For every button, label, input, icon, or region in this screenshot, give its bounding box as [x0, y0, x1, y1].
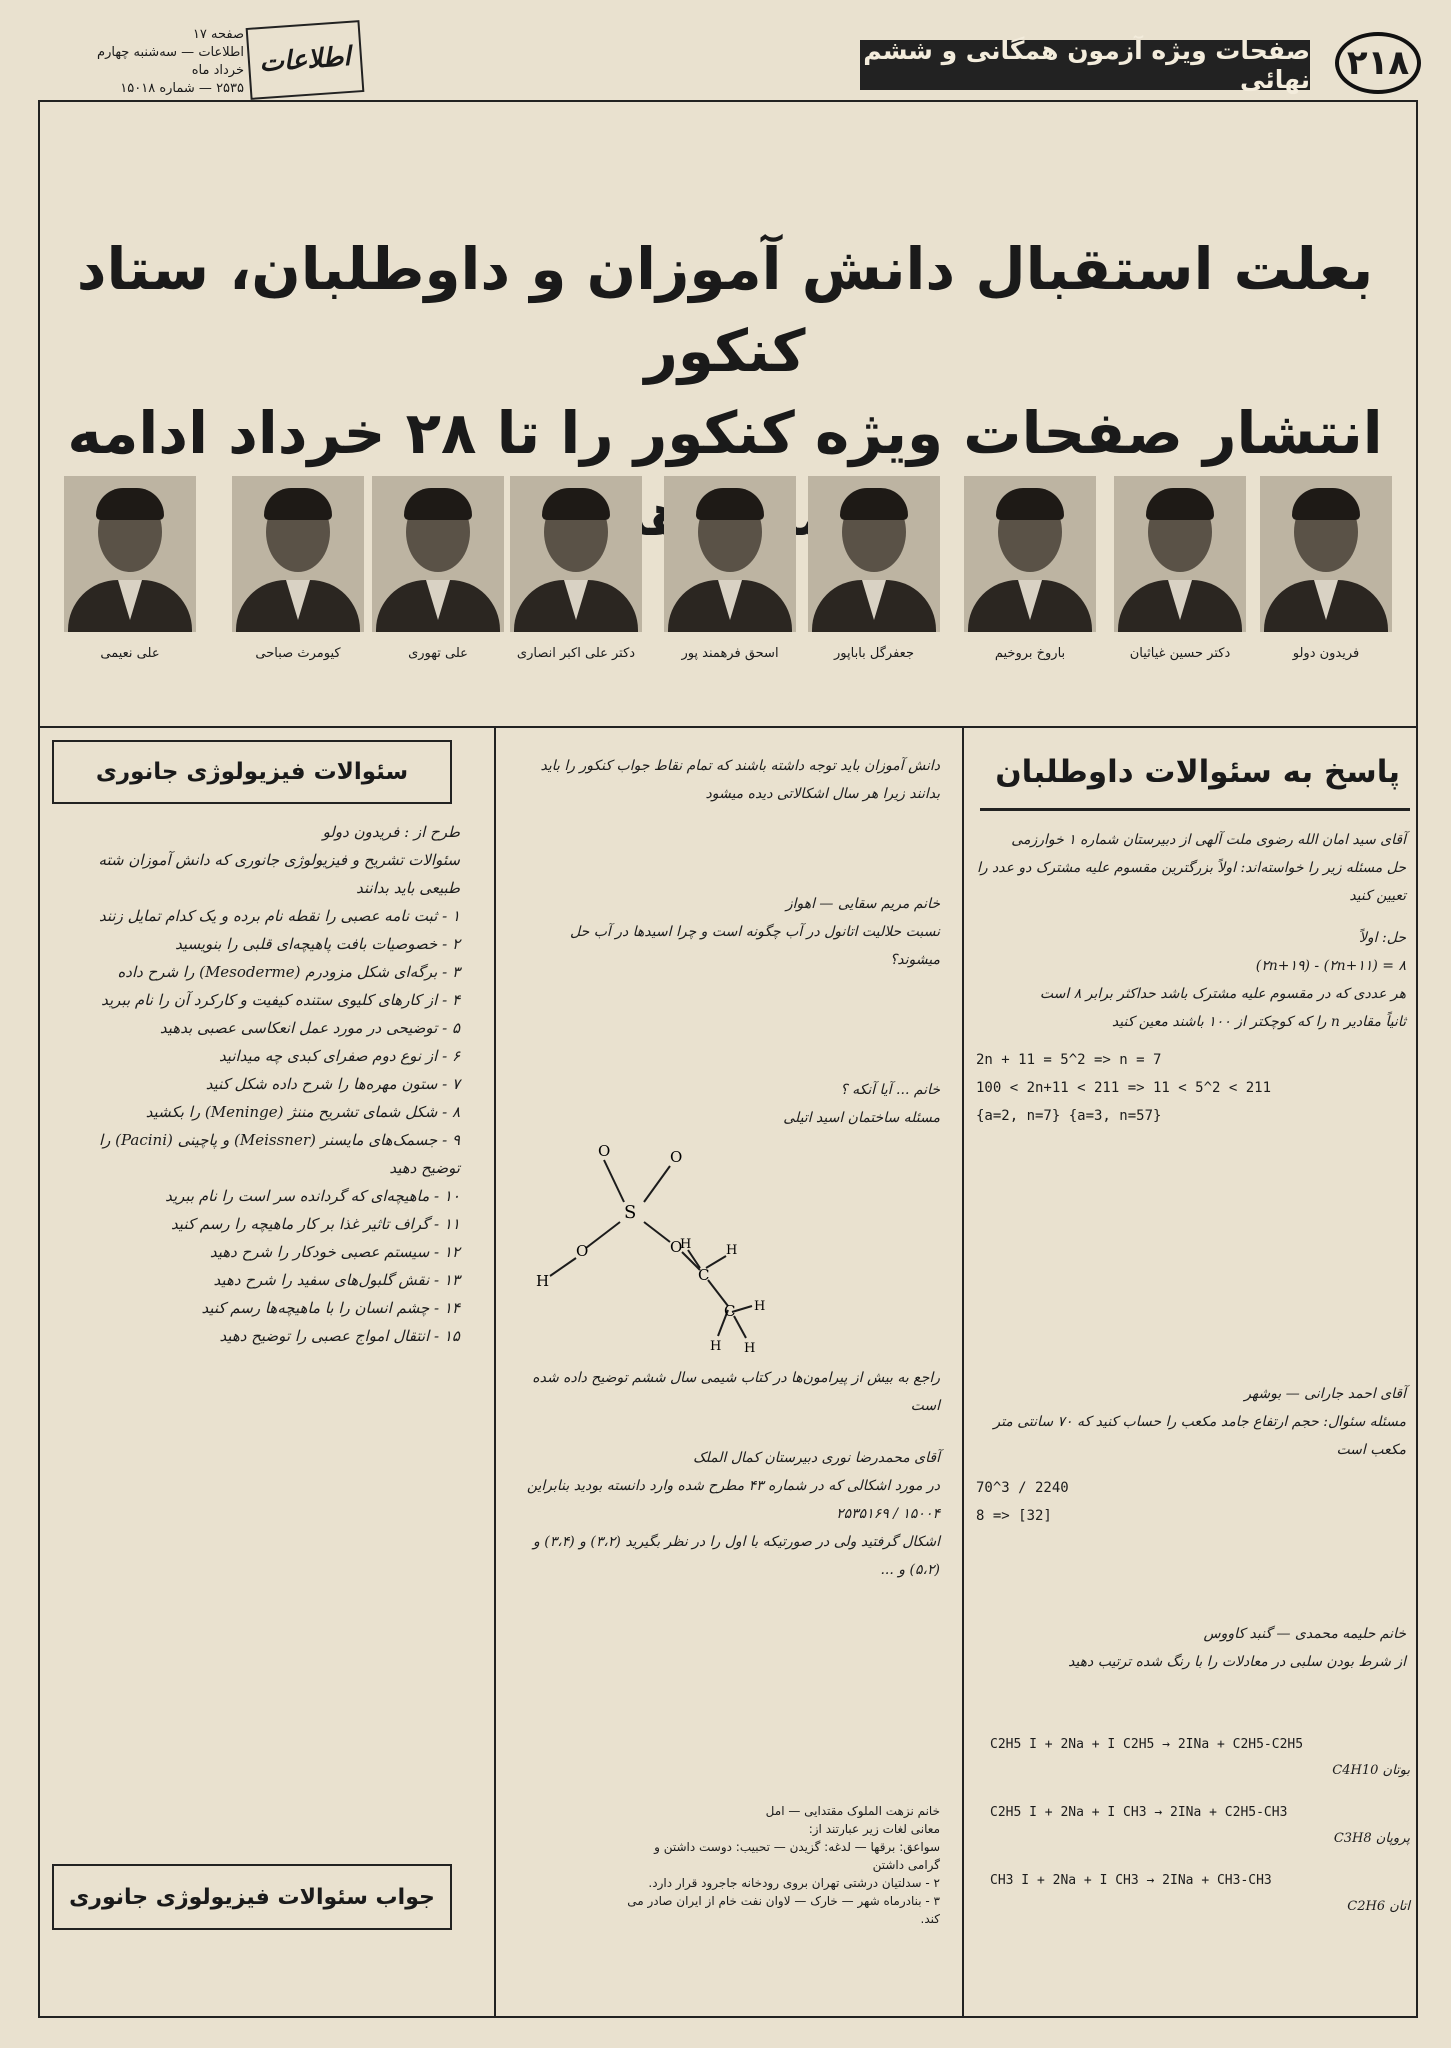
portrait-photo	[232, 476, 364, 632]
portrait	[808, 476, 940, 661]
answer-block	[976, 826, 1406, 1130]
question-text: حل مسئله زیر را خواسته‌اند: اولاً بزرگترین مقسوم علیه مشترک دو عدد را تعیین کنید	[976, 860, 1406, 904]
portrait-photo	[64, 476, 196, 632]
answer-block	[976, 1620, 1406, 1676]
question-item: ۱۰ - ماهیچه‌ای که گردانده سر است را نام ببرید	[165, 1187, 460, 1205]
physiology-answers-title: جواب سئوالات فیزیولوژی جانوری	[52, 1864, 452, 1930]
question-item: ۴ - از کارهای کلیوی ستنده کیفیت و کارکرد آن را نام ببرید	[101, 991, 460, 1009]
answer-block	[976, 1380, 1406, 1530]
questions-author: طرح از : فریدون دولو	[322, 823, 460, 841]
atom-label: H	[754, 1299, 766, 1314]
portrait	[232, 476, 364, 661]
portrait-name: کیومرث صباحی	[255, 646, 341, 661]
portrait	[510, 476, 642, 661]
page-number: ۲۱۸	[1335, 32, 1421, 94]
portrait	[1114, 476, 1246, 661]
equation-line: 100 < 2n+11 < 211 => 11 < 5^2 < 211	[976, 1080, 1272, 1096]
question-item: ۹ - جسمک‌های مایسنر (Meissner) و پاچینی (Pacini) را توضیح دهید	[98, 1131, 460, 1177]
portrait	[1260, 476, 1392, 661]
question-item: ۲ - خصوصیات بافت پاهیچه‌ای قلبی را بنویسید	[175, 935, 460, 953]
title-underline	[980, 808, 1410, 811]
question-block	[520, 1444, 940, 1584]
asker-name: آقای احمد جارانی — بوشهر	[1244, 1386, 1406, 1402]
question-text: از شرط بودن سلبی در معادلات را با رنگ شده ترتیب دهید	[1068, 1654, 1406, 1670]
portrait-name: دکتر علی اکبر انصاری	[516, 646, 636, 661]
reactions-block	[990, 1732, 1410, 1920]
portrait-photo	[808, 476, 940, 632]
question-text: مسئله ساختمان اسید اتیلی	[783, 1110, 940, 1126]
question-text: اشکال گرفتید ولی در صورتیکه با اول را در نظر بگیرید (۳،۲) و (۳،۴) و (۵،۲) و ...	[533, 1534, 940, 1578]
printed-line: سواعق: برقها — لدغه: گزیدن — تحبیب: دوست داشتن و	[654, 1840, 940, 1854]
atom-label: H	[744, 1341, 756, 1356]
printed-line: خانم نزهت الملوک مقتدایی — امل	[765, 1804, 940, 1818]
portrait-photo	[510, 476, 642, 632]
question-item: ۶ - از نوع دوم صفرای کبدی چه میدانید	[218, 1047, 460, 1065]
middle-intro: دانش آموزان باید توجه داشته باشند که تمام نقاط جواب کنکور را باید بدانند زیرا هر سال اشکالاتی دیده میشود	[540, 758, 940, 802]
printed-line: ۳ - بنادرماه شهر — خارک — لاوان نفت خام از ایران صادر می‌	[627, 1894, 940, 1908]
question-item: ۱۲ - سیستم عصبی خودکار را شرح دهید	[209, 1243, 460, 1261]
asker-name: آقای سید امان الله رضوی ملت آلهی از دبیرستان شماره ۱ خوارزمی	[1011, 832, 1406, 848]
portrait-photo	[1260, 476, 1392, 632]
atom-label: H	[726, 1243, 738, 1258]
solution-line: ثانیاً مقادیر n را که کوچکتر از ۱۰۰ باشند معین کنید	[1111, 1014, 1406, 1030]
dateline-line: اطلاعات — سه‌شنبه چهارم خرداد ماه	[97, 45, 244, 78]
column-divider	[494, 728, 496, 2018]
asker-name: خانم ... آیا آنکه ؟	[840, 1082, 940, 1098]
printed-answer-block	[540, 1802, 940, 1928]
portrait-photo	[372, 476, 504, 632]
equation-line: 70^3 / 2240	[976, 1480, 1069, 1496]
portrait-name: اسحق فرهمند پور	[681, 646, 779, 661]
portrait	[372, 476, 504, 661]
portrait	[664, 476, 796, 661]
printed-line: گرامی داشتن	[872, 1858, 940, 1872]
question-item: ۱ - ثبت نامه عصبی را نقطه نام برده و یک کدام تمایل زنند	[99, 907, 460, 925]
atom-label: O	[670, 1238, 683, 1256]
asker-name: خانم حلیمه محمدی — گنبد کاووس	[1203, 1626, 1406, 1642]
sulfonic-acid-structure	[520, 1130, 790, 1360]
reaction-equation: C2H5 I + 2Na + I C2H5 → 2INa + C2H5-C2H5	[990, 1737, 1304, 1752]
headline-line: انتشار صفحات ویژه کنکور را تا ۲۸ خرداد ادامه	[67, 399, 1383, 467]
reaction-product: اتان C2H6	[1347, 1899, 1410, 1914]
physiology-questions-title: سئوالات فیزیولوژی جانوری	[52, 740, 452, 804]
newspaper-logo: اطلاعات	[246, 20, 365, 100]
question-text: در مورد اشکالی که در شماره ۴۳ مطرح شده وارد دانسته بودید بنابراین ۱۵۰۰۴ / ۲۵۳۵۱۶۹	[526, 1478, 940, 1522]
atom-label: O	[598, 1142, 611, 1160]
atom-label: O	[670, 1148, 683, 1166]
reaction-product: پروپان C3H8	[1333, 1831, 1410, 1846]
question-item: ۱۱ - گراف تاثیر غذا بر کار ماهیچه را رسم کنید	[170, 1215, 460, 1233]
solution-line: هر عددی که در مقسوم علیه مشترک باشد حداکثر برابر ۸ است	[1039, 986, 1406, 1002]
equation-line: {a=2, n=7} {a=3, n=57}	[976, 1108, 1162, 1124]
portrait-name: باروخ بروخیم	[994, 646, 1066, 661]
atom-label: H	[710, 1339, 722, 1354]
equation-line: 2n + 11 = 5^2 => n = 7	[976, 1052, 1162, 1068]
question-text: مسئله سئوال: حجم ارتفاع جامد مکعب را حساب کنید که ۷۰ سانتی متر مکعب است	[993, 1414, 1406, 1458]
question-item: ۳ - برگه‌ای شکل مزودرم (Mesoderme) را شرح داده	[117, 963, 460, 981]
portrait-name: جعفرگل باباپور	[834, 646, 914, 661]
printed-line: ۲ - سدلتیان درشتی تهران بروی رودخانه جاجرود قرار دارد.	[648, 1876, 940, 1890]
answers-to-candidates-title: پاسخ به سئوالات داوطلبان	[995, 754, 1400, 790]
printed-line: کند.	[920, 1912, 940, 1926]
column-divider	[962, 728, 964, 2018]
reaction-equation: C2H5 I + 2Na + I CH3 → 2INa + C2H5-CH3	[990, 1805, 1288, 1820]
question-item: ۱۵ - انتقال امواج عصبی را توضیح دهید	[219, 1327, 460, 1345]
question-item: ۱۳ - نقش گلبول‌های سفید را شرح دهید	[213, 1271, 460, 1289]
reaction-product: بوتان C4H10	[1332, 1763, 1410, 1778]
atom-label: C	[724, 1302, 736, 1320]
portrait-name: علی تهوری	[408, 646, 468, 661]
physiology-questions-body	[60, 818, 460, 1350]
portrait-name: علی نعیمی	[100, 646, 160, 661]
question-block	[520, 1076, 940, 1132]
portrait-name: دکتر حسین غیاثیان	[1129, 646, 1231, 661]
atom-label: S	[624, 1202, 637, 1223]
middle-closing-note: راجع به بیش از پیرامون‌ها در کتاب شیمی سال ششم توضیح داده شده است	[532, 1370, 940, 1414]
asker-name: خانم مریم سقایی — اهواز	[785, 896, 940, 912]
dateline	[64, 26, 244, 98]
question-item: ۵ - توضیحی در مورد عمل انعکاسی عصبی بدهید	[159, 1019, 460, 1037]
portrait-photo	[664, 476, 796, 632]
dateline-line: ۲۵۳۵ — شماره ۱۵۰۱۸	[120, 81, 244, 96]
question-item: ۸ - شکل شمای تشریح مننژ (Meninge) را بکشید	[145, 1103, 460, 1121]
question-block	[520, 890, 940, 974]
atom-label: O	[576, 1242, 589, 1260]
portrait-name: فریدون دولو	[1292, 646, 1360, 661]
question-item: ۱۴ - چشم انسان را با ماهیچه‌ها رسم کنید	[201, 1299, 460, 1317]
portrait-photo	[1114, 476, 1246, 632]
portrait-photo	[964, 476, 1096, 632]
atom-label: H	[680, 1237, 692, 1252]
portrait-row	[60, 476, 1400, 686]
asker-name: آقای محمدرضا نوری دبیرستان کمال الملک	[693, 1450, 940, 1466]
portrait	[964, 476, 1096, 661]
solution-label: حل: اولاً	[1358, 930, 1406, 946]
special-pages-banner: صفحات ویژه آزمون همگانی و ششم نهائی	[860, 40, 1310, 90]
question-item: ۷ - ستون مهره‌ها را شرح داده شکل کنید	[205, 1075, 460, 1093]
equation-line: 8 => [32]	[976, 1508, 1052, 1524]
solution-line: ۸ = (۲n+۱۱) - (۲n+۱۹)	[1255, 958, 1406, 974]
atom-label: H	[536, 1272, 550, 1290]
questions-intro: سئوالات تشریح و فیزیولوژی جانوری که دانش آموزان شته طبیعی باید بدانند	[98, 851, 460, 897]
question-text: نسبت حلالیت اتانول در آب چگونه است و چرا اسیدها در آب حل میشوند؟	[569, 924, 940, 968]
atom-label: C	[698, 1266, 710, 1284]
headline-line: بعلت استقبال دانش آموزان و داوطلبان، ستاد کنکور	[76, 235, 1374, 385]
printed-line: معانی لغات زیر عبارتند از:	[808, 1822, 940, 1836]
reaction-equation: CH3 I + 2Na + I CH3 → 2INa + CH3-CH3	[990, 1873, 1272, 1888]
dateline-line: صفحه ۱۷	[192, 27, 244, 42]
portrait	[64, 476, 196, 661]
